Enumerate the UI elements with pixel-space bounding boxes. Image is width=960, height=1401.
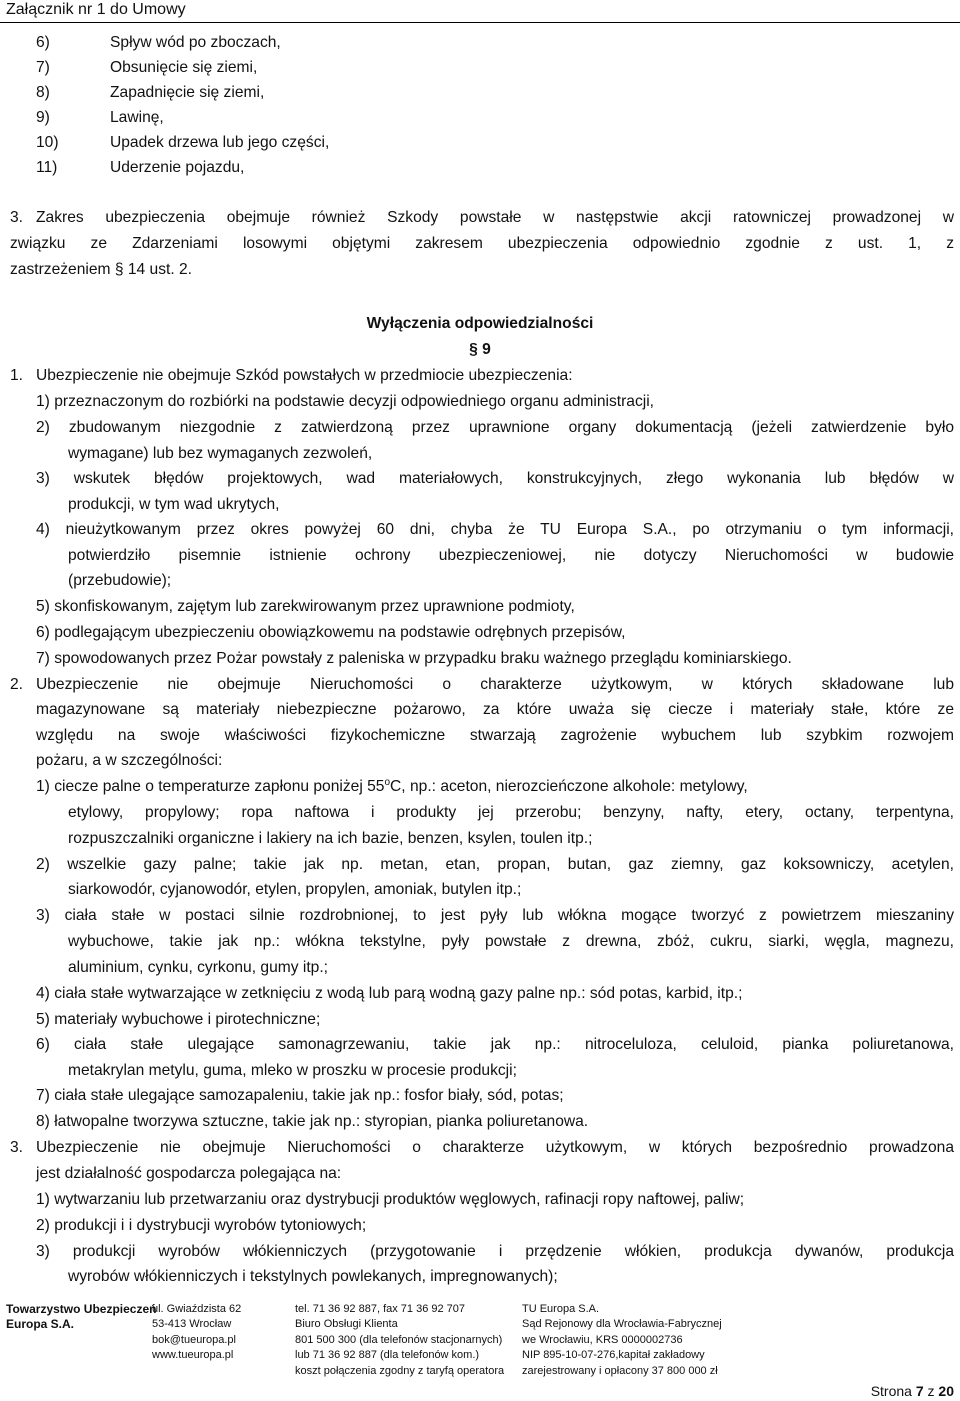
list-item-num: 7) <box>36 59 50 76</box>
footer-line: NIP 895-10-07-276,kapitał zakładowy <box>522 1349 705 1362</box>
list-item: 5) skonfiskowanym, zajętym lub zarekwirowanym przez uprawnione podmioty, <box>36 598 575 615</box>
footer-line: Europa S.A. <box>6 1317 75 1332</box>
footer-contact <box>295 1302 504 1379</box>
paragraph-line: Ubezpieczenie nie obejmuje Nieruchomości o charakterze użytkowym, w których bezpośrednio prowadzona <box>36 1139 954 1156</box>
header-title: Załącznik nr 1 do Umowy <box>6 1 186 18</box>
paragraph-line: Ubezpieczenie nie obejmuje Nieruchomości o charakterze użytkowym, w których składowane lub <box>36 676 954 693</box>
list-item: Zapadnięcie się ziemi, <box>110 84 265 101</box>
footer-line: Biuro Obsługi Klienta <box>295 1318 398 1331</box>
list-item: 7) spowodowanych przez Pożar powstały z paleniska w przypadku braku ważnego przeglądu kominiarskiego. <box>36 650 792 667</box>
list-item-cont: (przebudowie); <box>68 572 172 589</box>
list-item: 8) łatwopalne tworzywa sztuczne, takie jak np.: styropian, pianka poliuretanowa. <box>36 1113 589 1130</box>
page-label: Strona <box>870 1383 912 1399</box>
clause-line: Zakres ubezpieczenia obejmuje również Szkody powstałe w następstwie akcji ratowniczej prowadzonej w <box>36 209 954 226</box>
list-item-cont: wymagane) lub bez wymaganych zezwoleń, <box>68 445 373 462</box>
list-item: Upadek drzewa lub jego części, <box>110 134 330 151</box>
footer-registry <box>522 1302 722 1379</box>
page-sep: z <box>927 1383 935 1399</box>
paragraph-line: magazynowane są materiały niebezpieczne pożarowo, za które uważa się ciecze i materiały stałe, które ze <box>36 701 954 718</box>
footer-company <box>6 1302 156 1333</box>
footer-line: 801 500 300 (dla telefonów stacjonarnych) <box>295 1333 503 1346</box>
list-item-cont: produkcji, w tym wad ukrytych, <box>68 496 280 513</box>
list-item-cont: etylowy, propylowy; ropa naftowa i produkty jej przerobu; benzyny, nafty, etery, octany, terpentyna, <box>68 804 954 821</box>
list-item-cont: wyrobów włókienniczych i tekstylnych powlekanych, impregnowanych); <box>68 1268 558 1285</box>
list-item: 1) przeznaczonym do rozbiórki na podstawie decyzji odpowiedniego organu administracji, <box>36 393 655 410</box>
list-item: 2) wszelkie gazy palne; takie jak np. metan, etan, propan, butan, gaz ziemny, gaz koksowniczy, acetylen, <box>36 856 954 873</box>
list-item: Uderzenie pojazdu, <box>110 159 245 176</box>
list-item: 6) ciała stałe ulegające samonagrzewaniu, takie jak np.: nitroceluloza, celuloid, pianka poliuretanowa, <box>36 1036 954 1053</box>
list-item: Lawinę, <box>110 109 164 126</box>
clause-line: zastrzeżeniem § 14 ust. 2. <box>10 261 193 278</box>
footer-line: Sąd Rejonowy dla Wrocławia-Fabrycznej <box>522 1318 722 1331</box>
clause-number: 3. <box>10 209 24 226</box>
footer-line: Towarzystwo Ubezpieczeń <box>6 1302 157 1316</box>
list-item-cont: potwierdziło pisemnie istnienie ochrony ubezpieczeniowej, nie dotyczy Nieruchomości w budowie <box>68 547 954 564</box>
footer-line: lub 71 36 92 887 (dla telefonów kom.) <box>295 1349 480 1362</box>
list-item: 4) ciała stałe wytwarzające w zetknięciu z wodą lub parą wodną gazy palne np.: sód potas, karbid, itp.; <box>36 985 743 1002</box>
page-total: 20 <box>938 1383 954 1399</box>
footer-address <box>152 1302 241 1364</box>
list-item: 3) wskutek błędów projektowych, wad materiałowych, konstrukcyjnych, złego wykonania lub błędów w <box>36 470 954 487</box>
text-part: C, np.: aceton, nierozcieńczone alkohole: metylowy, <box>390 778 748 795</box>
superscript: o <box>384 776 391 788</box>
paragraph-line: pożaru, a w szczególności: <box>36 752 223 769</box>
list-item <box>36 777 954 797</box>
list-item: Obsunięcie się ziemi, <box>110 59 258 76</box>
header-rule <box>0 22 960 23</box>
footer-line: TU Europa S.A. <box>522 1303 600 1315</box>
section-number: § 9 <box>469 341 491 358</box>
page-current: 7 <box>915 1383 924 1399</box>
paragraph-line: jest działalność gospodarcza polegająca na: <box>36 1165 342 1182</box>
paragraph-number: 3. <box>10 1139 24 1156</box>
list-item: 3) ciała stałe w postaci silnie rozdrobnionej, to jest pyły lub włókna mogące tworzyć z powietrzem mieszaniny <box>36 907 954 924</box>
paragraph-line: względu na swoje właściwości fizykochemiczne stwarzają zagrożenie wybuchem lub szybkim rozwojem <box>36 727 954 744</box>
paragraph-number: 1. <box>10 367 24 384</box>
list-item: 5) materiały wybuchowe i pirotechniczne; <box>36 1011 321 1028</box>
page-number <box>871 1383 954 1399</box>
list-item: 1) wytwarzaniu lub przetwarzaniu oraz dystrybucji produktów węglowych, rafinacji ropy naftowej, paliw; <box>36 1191 745 1208</box>
list-item: 7) ciała stałe ulegające samozapaleniu, takie jak np.: fosfor biały, sód, potas; <box>36 1087 564 1104</box>
paragraph-number: 2. <box>10 676 24 693</box>
text-part: 1) ciecze palne o temperaturze zapłonu poniżej 55 <box>36 778 385 795</box>
list-item: 2) zbudowanym niezgodnie z zatwierdzoną przez uprawnione organy dokumentacją (jeżeli zatwierdzenie było <box>36 419 954 436</box>
list-item-cont: rozpuszczalniki organiczne i lakiery na ich bazie, benzen, ksylen, toulen itp.; <box>68 830 593 847</box>
list-item-num: 10) <box>36 134 59 151</box>
footer-line: www.tueuropa.pl <box>152 1349 234 1362</box>
list-item: Spływ wód po zboczach, <box>110 34 281 51</box>
footer-line: tel. 71 36 92 887, fax 71 36 92 707 <box>295 1303 466 1315</box>
footer-line: bok@tueuropa.pl <box>152 1333 236 1346</box>
list-item-text <box>36 777 748 797</box>
list-item-cont: aluminium, cynku, cyrkonu, gumy itp.; <box>68 959 328 976</box>
section-title: Wyłączenia odpowiedzialności <box>366 315 594 332</box>
paragraph-intro: Ubezpieczenie nie obejmuje Szkód powstałych w przedmiocie ubezpieczenia: <box>36 367 573 384</box>
list-item: 4) nieużytkowanym przez okres powyżej 60 dni, chyba że TU Europa S.A., po otrzymaniu o tym informacji, <box>36 521 954 538</box>
list-item-cont: metakrylan metylu, guma, mleko w proszku w procesie produkcji; <box>68 1062 517 1079</box>
list-item-cont: siarkowodór, cyjanowodór, etylen, propylen, amoniak, butylen itp.; <box>68 881 522 898</box>
footer-line: ul. Gwiaździsta 62 <box>152 1303 242 1315</box>
list-item-num: 11) <box>36 159 58 176</box>
list-item-num: 9) <box>36 109 50 126</box>
clause-line: związku ze Zdarzeniami losowymi objętymi zakresem ubezpieczenia odpowiednio zgodnie z ust. 1, z <box>10 235 954 252</box>
list-item-num: 8) <box>36 84 50 101</box>
list-item-num: 6) <box>36 34 50 51</box>
footer-line: koszt połączenia zgodny z taryfą operatora <box>295 1364 505 1377</box>
list-item-cont: wybuchowe, takie jak np.: włókna tekstylne, pyły powstałe z drewna, zbóż, cukru, siarki, węgla, magnezu, <box>68 933 954 950</box>
list-item: 3) produkcji wyrobów włókienniczych (przygotowanie i przędzenie włókien, produkcja dywanów, produkcja <box>36 1243 954 1260</box>
footer-line: we Wrocławiu, KRS 0000002736 <box>522 1333 683 1346</box>
list-item: 2) produkcji i i dystrybucji wyrobów tytoniowych; <box>36 1217 367 1234</box>
footer-line: zarejestrowany i opłacony 37 800 000 zł <box>522 1364 718 1377</box>
footer-line: 53-413 Wrocław <box>152 1318 232 1331</box>
list-item: 6) podlegającym ubezpieczeniu obowiązkowemu na podstawie odrębnych przepisów, <box>36 624 626 641</box>
